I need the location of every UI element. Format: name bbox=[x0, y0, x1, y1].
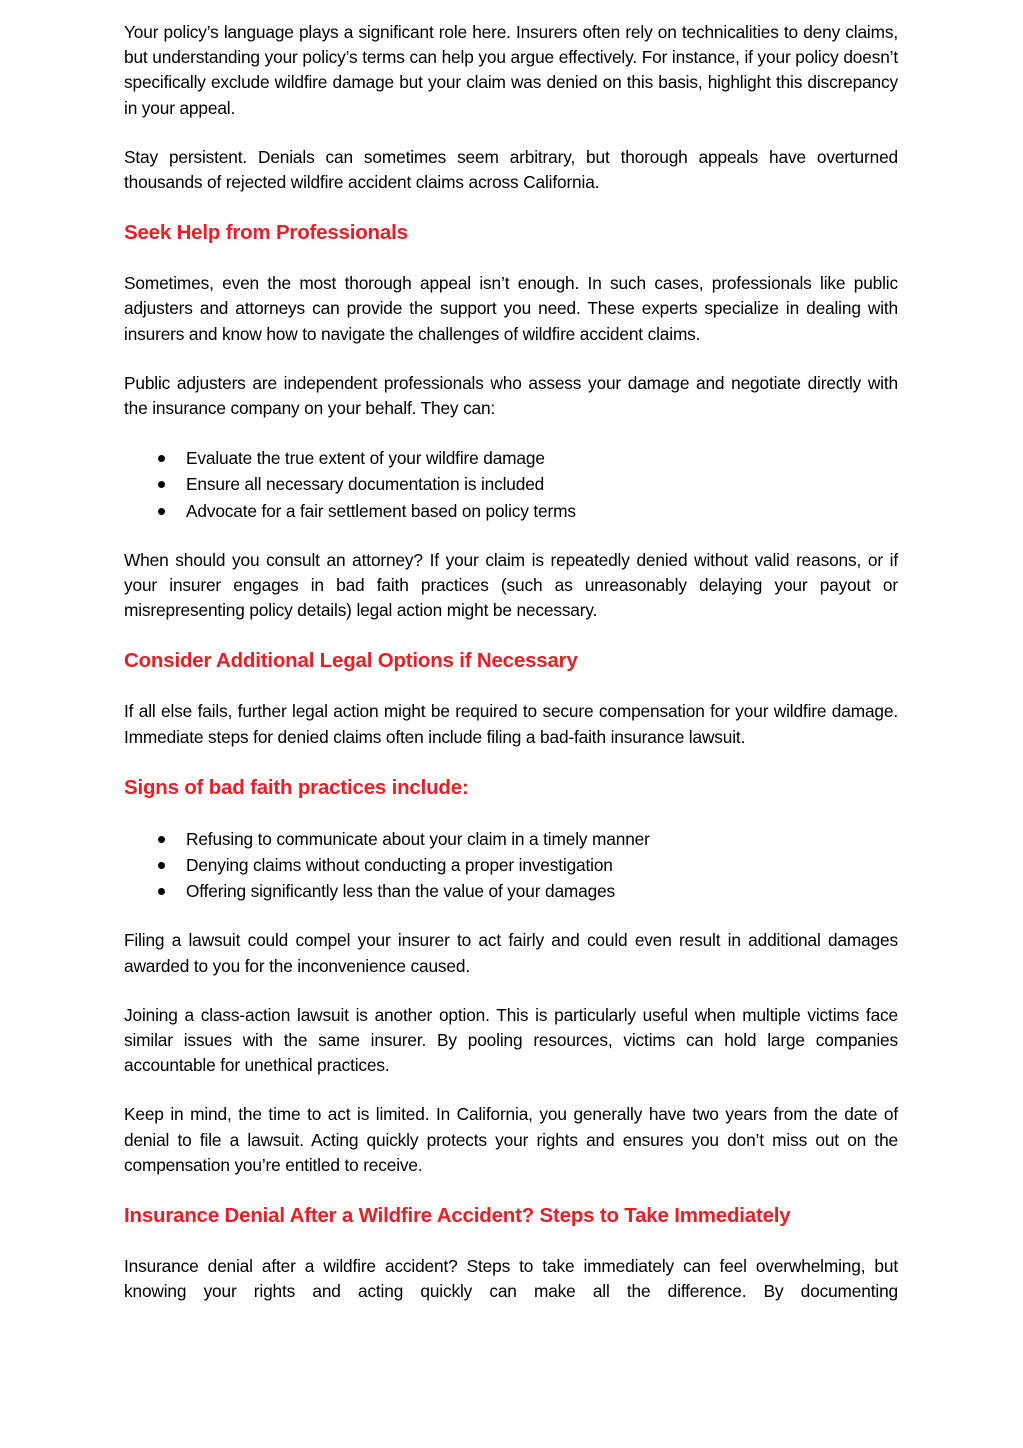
heading-seek-help: Seek Help from Professionals bbox=[124, 221, 408, 245]
paragraph-time-limit: Keep in mind, the time to act is limited. In California, you generally have two years from the date of denial to file a lawsuit. Acting quickly protects your rights and ensures you don’t miss out on the compensation you’re entitled to receive. bbox=[124, 1104, 898, 1175]
list-item: Ensure all necessary documentation is included bbox=[124, 471, 898, 497]
list-item: Denying claims without conducting a proper investigation bbox=[124, 852, 898, 878]
bullet-icon bbox=[158, 455, 165, 462]
list-item: Advocate for a fair settlement based on policy terms bbox=[124, 498, 898, 524]
bad-faith-signs-list bbox=[124, 826, 898, 905]
bullet-icon bbox=[158, 508, 165, 515]
heading-insurance-denial: Insurance Denial After a Wildfire Accident? Steps to Take Immediately bbox=[124, 1204, 791, 1228]
paragraph-policy-language: Your policy’s language plays a significant role here. Insurers often rely on technicalities to deny claims, but understanding your policy’s terms can help you argue effectively. For instance, if your policy doesn’t specifically exclude wildfire damage but your claim was denied on this basis, highlight this discrepancy in your appeal. bbox=[124, 22, 898, 118]
document-page bbox=[124, 20, 898, 1305]
paragraph-public-adjusters: Public adjusters are independent professionals who assess your damage and negotiate directly with the insurance company on your behalf. They can: bbox=[124, 372, 898, 419]
bullet-icon bbox=[158, 481, 165, 488]
bullet-icon bbox=[158, 836, 165, 843]
heading-bad-faith-signs: Signs of bad faith practices include: bbox=[124, 775, 469, 799]
paragraph-class-action: Joining a class-action lawsuit is another option. This is particularly useful when multiple victims face similar issues with the same insurer. By pooling resources, victims can hold large companies accountable for unethical practices. bbox=[124, 1004, 898, 1076]
paragraph-consult-attorney: When should you consult an attorney? If your claim is repeatedly denied without valid reasons, or if your insurer engages in bad faith practices (such as unreasonably delaying your payout or misrepresenting policy details) legal action might be necessary. bbox=[124, 549, 898, 621]
paragraph-insurance-denial-intro: Insurance denial after a wildfire accident? Steps to take immediately can feel overwhelming, but knowing your rights and acting quickly can make all the difference. By documenting bbox=[124, 1256, 898, 1302]
bullet-icon bbox=[158, 888, 165, 895]
adjuster-benefits-list bbox=[124, 445, 898, 524]
list-item: Evaluate the true extent of your wildfire damage bbox=[124, 445, 898, 471]
list-item: Refusing to communicate about your claim in a timely manner bbox=[124, 826, 898, 852]
list-item: Offering significantly less than the value of your damages bbox=[124, 878, 898, 904]
bullet-icon bbox=[158, 862, 165, 869]
paragraph-filing-lawsuit: Filing a lawsuit could compel your insurer to act fairly and could even result in additional damages awarded to you for the inconvenience caused. bbox=[124, 930, 898, 976]
paragraph-professionals-intro: Sometimes, even the most thorough appeal isn’t enough. In such cases, professionals like public adjusters and attorneys can provide the support you need. These experts specialize in dealing with insurers and know how to navigate the challenges of wildfire accident claims. bbox=[124, 273, 898, 344]
paragraph-stay-persistent: Stay persistent. Denials can sometimes seem arbitrary, but thorough appeals have overturned thousands of rejected wildfire accident claims across California. bbox=[124, 146, 898, 193]
heading-legal-options: Consider Additional Legal Options if Necessary bbox=[124, 649, 578, 673]
paragraph-further-legal-action: If all else fails, further legal action might be required to secure compensation for your wildfire damage. Immediate steps for denied claims often include filing a bad-faith insurance lawsuit. bbox=[124, 701, 898, 747]
